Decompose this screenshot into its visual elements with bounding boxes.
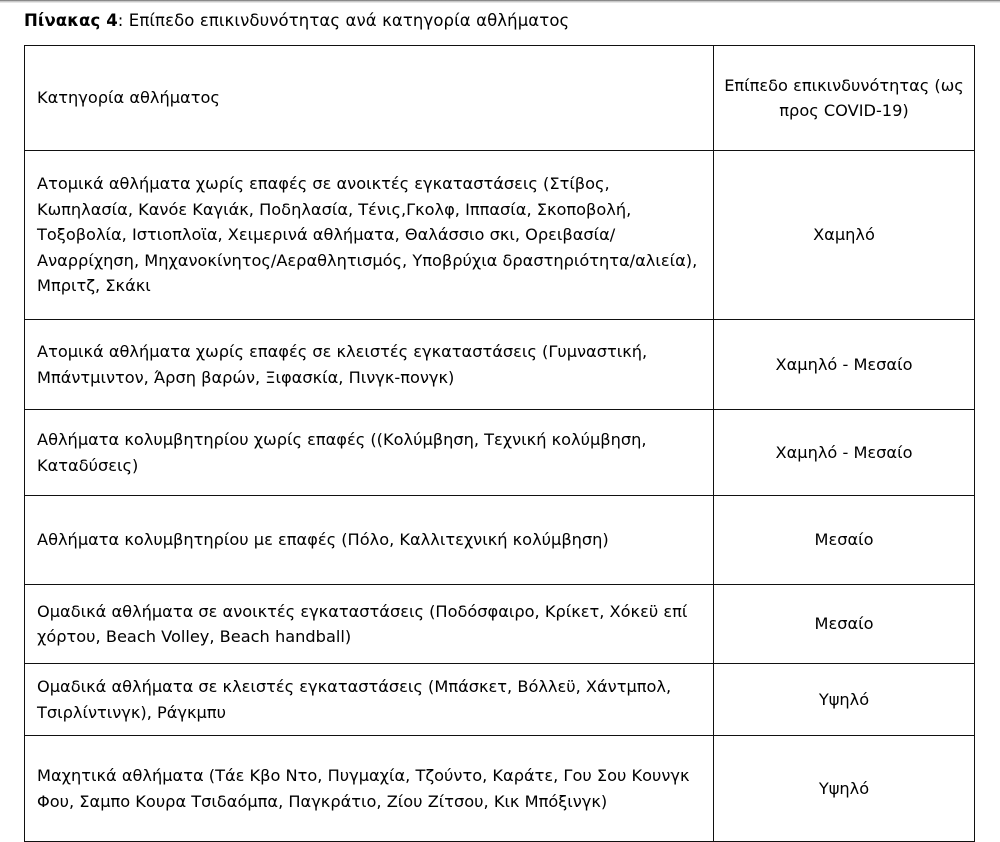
table-body <box>25 46 975 842</box>
cell-category: Ατομικά αθλήματα χωρίς επαφές σε κλειστές εγκαταστάσεις (Γυμναστική, Μπάντμιντον, Άρση βαρών, Ξιφασκία, Πινγκ-πονγκ) <box>25 320 714 410</box>
cell-risk: Χαμηλό - Μεσαίο <box>714 320 975 410</box>
cell-risk: Χαμηλό - Μεσαίο <box>714 410 975 496</box>
cell-category: Αθλήματα κολυμβητηρίου χωρίς επαφές ((Κολύμβηση, Τεχνική κολύμβηση, Καταδύσεις) <box>25 410 714 496</box>
table-row <box>25 410 975 496</box>
caption-text: Επίπεδο επικινδυνότητας ανά κατηγορία αθλήματος <box>128 11 570 30</box>
table-row <box>25 151 975 320</box>
cell-risk: Υψηλό <box>714 664 975 736</box>
cell-risk: Υψηλό <box>714 736 975 842</box>
table-header-row <box>25 46 975 151</box>
cell-risk: Χαμηλό <box>714 151 975 320</box>
table-caption <box>24 10 964 32</box>
cell-category: Μαχητικά αθλήματα (Τάε Κβο Ντο, Πυγμαχία, Τζούντο, Καράτε, Γου Σου Κουνγκ Φου, Σαμπο Κουρα Τσιδαόμπα, Παγκράτιο, Ζίου Ζίτσου, Κικ Μπόξινγκ) <box>25 736 714 842</box>
scan-edge-artifact <box>0 0 1000 3</box>
table-row <box>25 496 975 585</box>
cell-category: Ομαδικά αθλήματα σε κλειστές εγκαταστάσεις (Μπάσκετ, Βόλλεϋ, Χάντμπολ, Τσιρλίντινγκ), Ράγκμπυ <box>25 664 714 736</box>
cell-category: Αθλήματα κολυμβητηρίου με επαφές (Πόλο, Καλλιτεχνική κολύμβηση) <box>25 496 714 585</box>
cell-risk: Μεσαίο <box>714 585 975 664</box>
cell-category: Ατομικά αθλήματα χωρίς επαφές σε ανοικτές εγκαταστάσεις (Στίβος, Κωπηλασία, Κανόε Καγιάκ, Ποδηλασία, Τένις,Γκολφ, Ιππασία, Σκοποβολή, Τοξοβολία, Ιστιοπλοϊα, Χειμερινά αθλήματα, Θαλάσσιο σκι, Ορειβασία/Αναρρίχηση, Μηχανοκίνητος/Αεραθλητισμός, Υποβρύχια δραστηριότητα/αλιεία), Μπριτζ, Σκάκι <box>25 151 714 320</box>
table-row <box>25 585 975 664</box>
cell-risk: Μεσαίο <box>714 496 975 585</box>
header-cell-category: Κατηγορία αθλήματος <box>25 46 714 151</box>
caption-label: Πίνακας 4 <box>24 11 118 30</box>
caption-separator: : <box>117 11 129 30</box>
cell-category: Ομαδικά αθλήματα σε ανοικτές εγκαταστάσεις (Ποδόσφαιρο, Κρίκετ, Χόκεϋ επί χόρτου, Beach Volley, Beach handball) <box>25 585 714 664</box>
risk-level-table <box>24 45 975 842</box>
table-row <box>25 736 975 842</box>
table-row <box>25 320 975 410</box>
table-row <box>25 664 975 736</box>
header-cell-risk: Επίπεδο επικινδυνότητας (ως προς COVID-19) <box>714 46 975 151</box>
